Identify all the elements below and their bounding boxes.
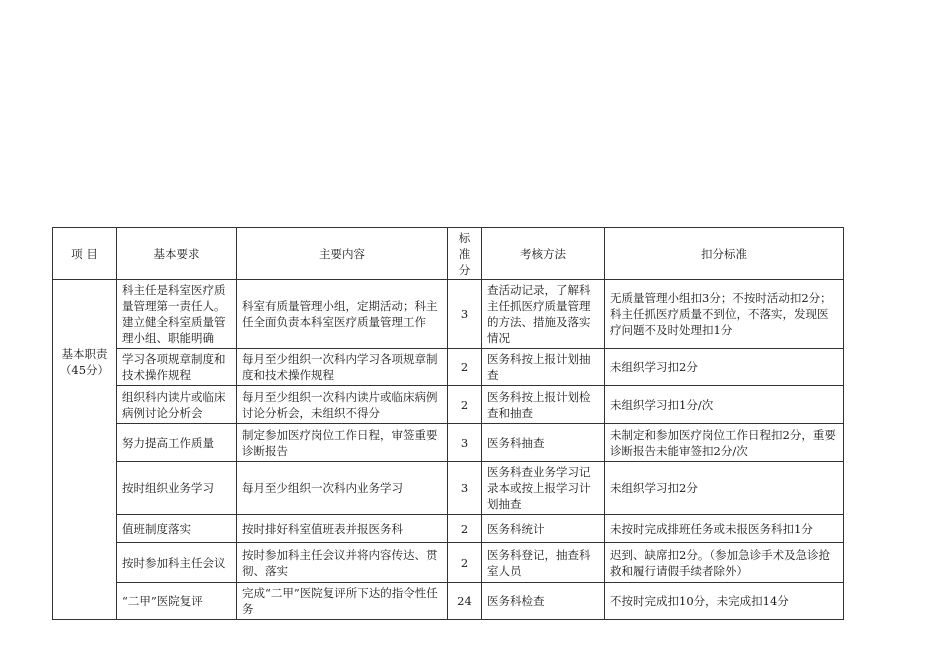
content-cell: 科室有质量管理小组，定期活动；科主任全面负责本科室医疗质量管理工作 xyxy=(237,280,448,349)
score-cell: 2 xyxy=(448,386,482,424)
score-cell: 2 xyxy=(448,515,482,543)
table-row xyxy=(53,515,844,543)
deduction-cell: 未按时完成排班任务或未报医务科扣1分 xyxy=(605,515,844,543)
table-header-row xyxy=(53,228,844,280)
table-row xyxy=(53,543,844,583)
header-assessment-method: 考核方法 xyxy=(482,228,605,280)
content-cell: 制定参加医疗岗位工作日程，审签重要诊断报告 xyxy=(237,424,448,462)
section-name: 基本职责（45分） xyxy=(53,280,117,620)
requirement-cell: 科主任是科室医疗质量管理第一责任人。建立健全科室质量管理小组、职能明确 xyxy=(117,280,237,349)
content-cell: 完成“二甲”医院复评所下达的指令性任务 xyxy=(237,583,448,620)
method-cell: 查活动记录，了解科主任抓医疗质量管理的方法、措施及落实情况 xyxy=(482,280,605,349)
deduction-cell: 未组织学习扣2分 xyxy=(605,349,844,386)
deduction-cell: 无质量管理小组扣3分；不按时活动扣2分；科主任抓医疗质量不到位，不落实，发现医疗问题不及时处理扣1分 xyxy=(605,280,844,349)
requirement-cell: 组织科内读片或临床病例讨论分析会 xyxy=(117,386,237,424)
content-cell: 每月至少组织一次科内业务学习 xyxy=(237,462,448,515)
deduction-cell: 未组织学习扣1分/次 xyxy=(605,386,844,424)
header-project: 项 目 xyxy=(53,228,117,280)
table-row xyxy=(53,386,844,424)
requirement-cell: 值班制度落实 xyxy=(117,515,237,543)
score-cell: 3 xyxy=(448,280,482,349)
table-row xyxy=(53,462,844,515)
score-cell: 3 xyxy=(448,462,482,515)
requirement-cell: 学习各项规章制度和技术操作规程 xyxy=(117,349,237,386)
requirement-cell: 按时参加科主任会议 xyxy=(117,543,237,583)
score-cell: 2 xyxy=(448,349,482,386)
table-row xyxy=(53,349,844,386)
method-cell: 医务科查业务学习记录本或按上报学习计划抽查 xyxy=(482,462,605,515)
score-cell: 24 xyxy=(448,583,482,620)
method-cell: 医务科抽查 xyxy=(482,424,605,462)
deduction-cell: 未制定和参加医疗岗位工作日程扣2分，重要诊断报告未能审签扣2分/次 xyxy=(605,424,844,462)
content-cell: 按时参加科主任会议并将内容传达、贯彻、落实 xyxy=(237,543,448,583)
header-basic-requirement: 基本要求 xyxy=(117,228,237,280)
header-main-content: 主要内容 xyxy=(237,228,448,280)
content-cell: 每月至少组织一次科内学习各项规章制度和技术操作规程 xyxy=(237,349,448,386)
deduction-cell: 不按时完成扣10分，未完成扣14分 xyxy=(605,583,844,620)
score-cell: 2 xyxy=(448,543,482,583)
deduction-cell: 迟到、缺席扣2分。（参加急诊手术及急诊抢救和履行请假手续者除外） xyxy=(605,543,844,583)
deduction-cell: 未组织学习扣2分 xyxy=(605,462,844,515)
assessment-table xyxy=(52,227,844,620)
score-cell: 3 xyxy=(448,424,482,462)
table-row xyxy=(53,280,844,349)
method-cell: 医务科检查 xyxy=(482,583,605,620)
method-cell: 医务科按上报计划抽查 xyxy=(482,349,605,386)
header-standard-score: 标 准 分 xyxy=(448,228,482,280)
requirement-cell: 努力提高工作质量 xyxy=(117,424,237,462)
requirement-cell: 按时组织业务学习 xyxy=(117,462,237,515)
requirement-cell: “二甲”医院复评 xyxy=(117,583,237,620)
method-cell: 医务科登记，抽查科室人员 xyxy=(482,543,605,583)
method-cell: 医务科按上报计划检查和抽查 xyxy=(482,386,605,424)
header-deduction-standard: 扣分标准 xyxy=(605,228,844,280)
table-row xyxy=(53,583,844,620)
table-row xyxy=(53,424,844,462)
method-cell: 医务科统计 xyxy=(482,515,605,543)
content-cell: 按时排好科室值班表并报医务科 xyxy=(237,515,448,543)
content-cell: 每月至少组织一次科内读片或临床病例讨论分析会，未组织不得分 xyxy=(237,386,448,424)
